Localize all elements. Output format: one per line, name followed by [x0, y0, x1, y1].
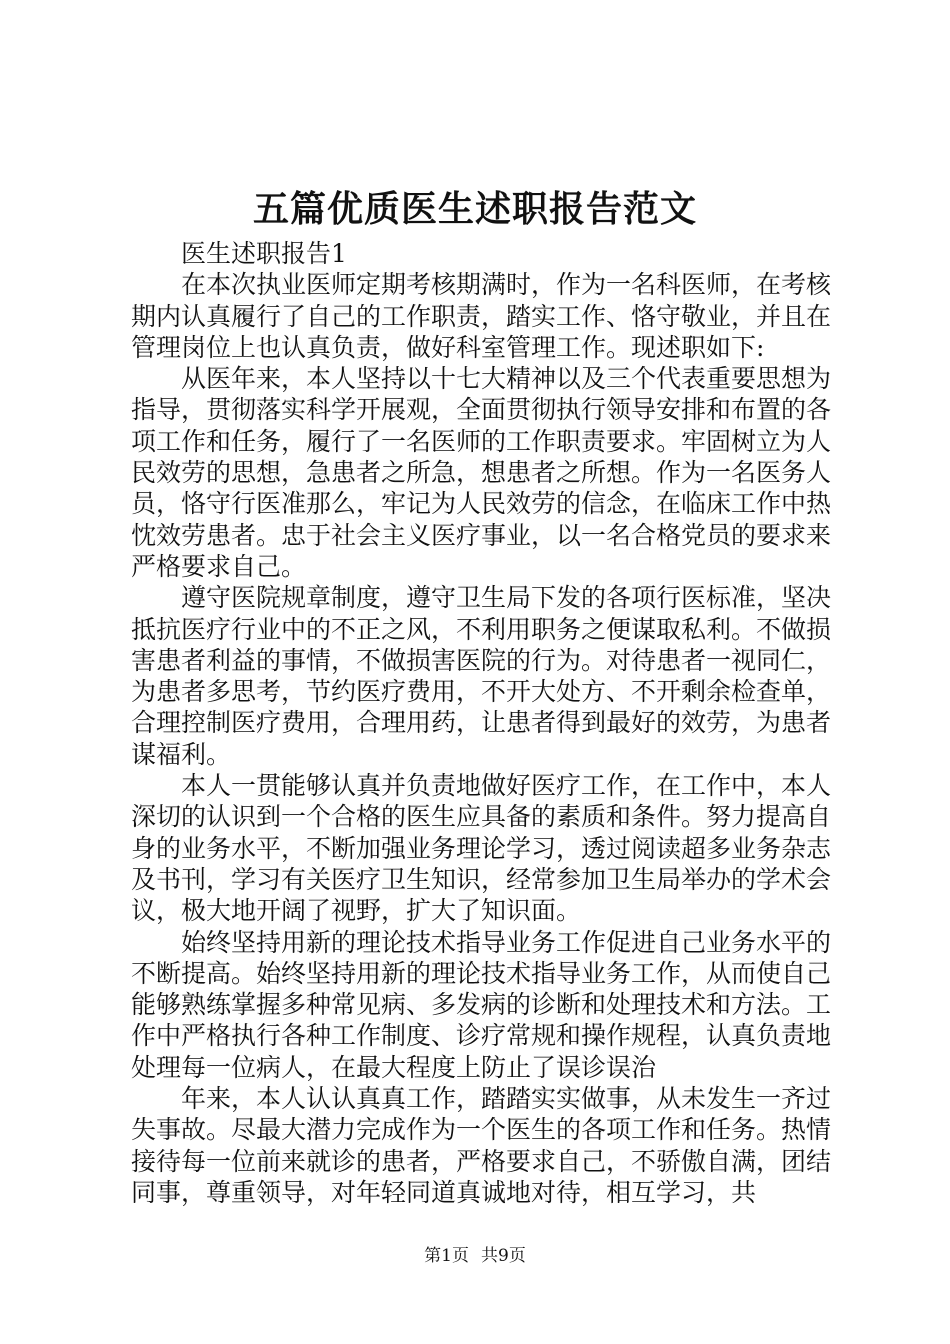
paragraph-3: 遵守医院规章制度，遵守卫生局下发的各项行医标准，坚决抵抗医疗行业中的不正之风，不利用职务之便谋取私利。不做损害患者利益的事情，不做损害医院的行为。对待患者一视同仁，为患者多思考，节约医疗费用，不开大处方、不开剩余检查单，合理控制医疗费用，合理用药，让患者得到最好的效劳，为患者谋福利。: [131, 583, 832, 769]
page-number-total: 共9页: [481, 1246, 526, 1266]
section-heading: 医生述职报告1: [181, 239, 347, 268]
page-number-current: 第1页: [424, 1246, 469, 1266]
paragraph-1: 在本次执业医师定期考核期满时，作为一名科医师，在考核期内认真履行了自己的工作职责，踏实工作、恪守敬业，并且在管理岗位上也认真负责，做好科室管理工作。现述职如下:: [131, 270, 832, 362]
document-title: 五篇优质医生述职报告范文: [252, 188, 697, 230]
paragraph-4: 本人一贯能够认真并负责地做好医疗工作，在工作中，本人深切的认识到一个合格的医生应具备的素质和条件。努力提高自身的业务水平，不断加强业务理论学习，透过阅读超多业务杂志及书刊，学习有关医疗卫生知识，经常参加卫生局举办的学术会议，极大地开阔了视野，扩大了知识面。: [131, 771, 832, 926]
paragraph-5: 始终坚持用新的理论技术指导业务工作促进自己业务水平的不断提高。始终坚持用新的理论技术指导业务工作，从而使自己能够熟练掌握多种常见病、多发病的诊断和处理技术和方法。工作中严格执行各种工作制度、诊疗常规和操作规程，认真负责地处理每一位病人，在最大程度上防止了误诊误治: [131, 927, 832, 1082]
page-footer: [0, 1244, 950, 1268]
paragraph-2: 从医年来，本人坚持以十七大精神以及三个代表重要思想为指导，贯彻落实科学开展观，全面贯彻执行领导安排和布置的各项工作和任务，履行了一名医师的工作职责要求。牢固树立为人民效劳的思想，急患者之所急，想患者之所想。作为一名医务人员，恪守行医准那么，牢记为人民效劳的信念，在临床工作中热忱效劳患者。忠于社会主义医疗事业，以一名合格党员的要求来严格要求自己。: [131, 364, 832, 581]
document-body: [131, 238, 831, 1208]
paragraph-6: 年来，本人认认真真工作，踏踏实实做事，从未发生一齐过失事故。尽最大潜力完成作为一个医生的各项工作和任务。热情接待每一位前来就诊的患者，严格要求自己，不骄傲自满，团结同事，尊重领导，对年轻同道真诚地对待，相互学习，共: [131, 1084, 832, 1207]
